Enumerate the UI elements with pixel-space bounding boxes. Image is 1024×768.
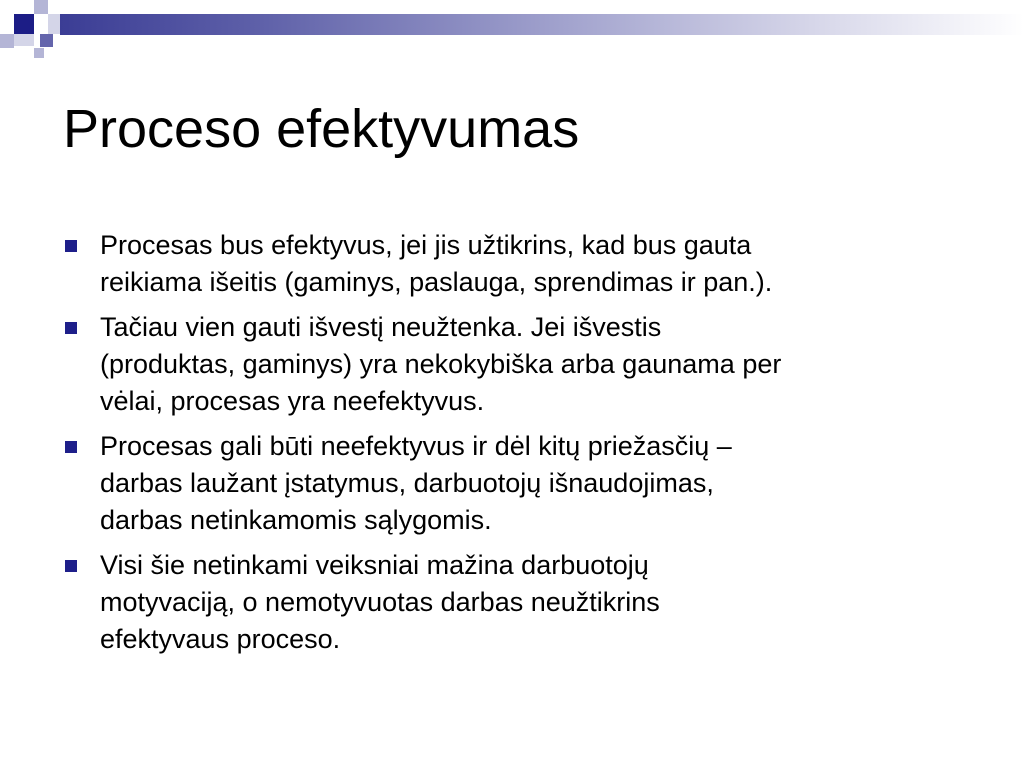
bullet-text-line: Procesas gali būti neefektyvus ir dėl kitų priežasčių –: [100, 431, 732, 461]
bullet-text-line: reikiama išeitis (gaminys, paslauga, sprendimas ir pan.).: [100, 267, 773, 297]
header-gradient-bar: [60, 14, 1024, 35]
decorative-square-icon: [48, 14, 60, 34]
bullet-item: [63, 309, 983, 420]
decorative-square-icon: [34, 0, 48, 14]
decorative-square-icon: [34, 48, 44, 58]
bullet-item: [63, 428, 983, 539]
bullet-text-line: efektyvaus proceso.: [100, 624, 341, 654]
square-bullet-icon: [65, 441, 77, 453]
decorative-square-icon: [14, 14, 34, 34]
decorative-square-icon: [0, 34, 14, 48]
bullet-list: [63, 227, 983, 666]
square-bullet-icon: [65, 322, 77, 334]
bullet-text-line: Procesas bus efektyvus, jei jis užtikrins, kad bus gauta: [100, 230, 752, 260]
bullet-text-line: vėlai, procesas yra neefektyvus.: [100, 386, 485, 416]
bullet-text-line: Tačiau vien gauti išvestį neužtenka. Jei išvestis: [100, 312, 662, 342]
slide-title: Proceso efektyvumas: [63, 99, 580, 159]
square-bullet-icon: [65, 560, 77, 572]
bullet-text-line: Visi šie netinkami veiksniai mažina darbuotojų: [100, 550, 649, 580]
bullet-item: [63, 227, 983, 301]
bullet-item: [63, 547, 983, 658]
bullet-text-line: darbas netinkamomis sąlygomis.: [100, 505, 492, 535]
bullet-text-line: darbas laužant įstatymus, darbuotojų išnaudojimas,: [100, 468, 714, 498]
bullet-text-line: (produktas, gaminys) yra nekokybiška arba gaunama per: [100, 349, 782, 379]
decorative-square-icon: [40, 34, 53, 47]
square-bullet-icon: [65, 240, 77, 252]
decorative-square-icon: [14, 34, 34, 46]
header-decoration: [0, 0, 1024, 60]
bullet-text-line: motyvaciją, o nemotyvuotas darbas neužtikrins: [100, 587, 660, 617]
